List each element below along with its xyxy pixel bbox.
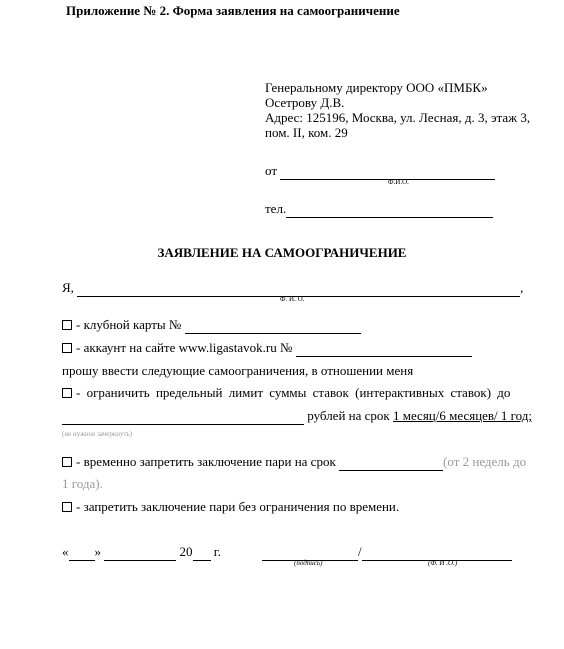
addressee-line-3: Адрес: 125196, Москва, ул. Лесная, д. 3, этаж 3, [265,110,531,125]
cross-out-note: (не нужное зачеркнуть) [62,430,133,438]
limit-period-options[interactable]: 1 месяц/6 месяцев/ 1 год; [392,408,533,423]
request-text: прошу ввести следующие самоограничения, в отношении меня [62,363,414,378]
month-field[interactable] [104,544,176,561]
addressee-line-2: Осетрову Д.В. [265,95,345,110]
from-label: от [265,163,278,178]
club-card-field[interactable] [185,317,361,334]
temp-ban-hint-2: 1 года). [62,476,103,491]
temp-ban-checkbox[interactable] [62,457,72,467]
temp-ban-row [62,454,526,471]
signature-caption: (подпись) [294,559,323,567]
i-fio-caption: Ф. И. О. [280,295,305,303]
addressee-line-4: пом. II, ком. 29 [265,125,348,140]
i-label: Я, [62,280,74,295]
tel-label: тел. [265,201,287,216]
perm-ban-label: - запретить заключение пари без ограничения по времени. [76,499,400,514]
tel-field[interactable] [286,201,493,218]
club-card-label: - клубной карты № [76,317,182,332]
date-row [62,544,221,561]
limit-rubles-label: рублей на срок [307,408,390,423]
account-label: - аккаунт на сайте www.ligastavok.ru № [76,340,293,355]
year-prefix: 20 [179,544,193,559]
signer-fio-caption: (Ф. И .О.) [428,559,458,567]
temp-ban-field[interactable] [339,454,443,471]
limit-row-2 [62,408,532,425]
limit-label: - ограничить предельный лимит суммы ставок (интерактивных ставок) до [76,385,511,400]
from-row [265,163,495,180]
year-suffix: г. [213,544,221,559]
perm-ban-row [62,499,399,515]
club-card-row [62,317,361,334]
temp-ban-hint: (от 2 недель до [443,454,527,469]
signature-separator: / [358,544,362,559]
addressee-line-1: Генеральному директору ООО «ПМБК» [265,80,488,95]
day-field[interactable] [69,544,95,561]
i-row: Я, , [62,280,524,295]
account-row [62,340,472,357]
account-field[interactable] [296,340,472,357]
club-card-checkbox[interactable] [62,320,72,330]
account-checkbox[interactable] [62,343,72,353]
from-fio-caption: Ф.И.О. [388,178,409,186]
limit-amount-field[interactable] [62,408,304,425]
document-title: ЗАЯВЛЕНИЕ НА САМООГРАНИЧЕНИЕ [157,245,407,260]
page-title: Приложение № 2. Форма заявления на самоограничение [66,3,400,18]
limit-row [62,385,530,401]
perm-ban-checkbox[interactable] [62,502,72,512]
tel-row [265,201,493,218]
date-close-quote: » [94,544,101,559]
limit-checkbox[interactable] [62,388,72,398]
temp-ban-label: - временно запретить заключение пари на срок [76,454,336,469]
date-open-quote: « [62,544,69,559]
year-field[interactable] [193,544,211,561]
